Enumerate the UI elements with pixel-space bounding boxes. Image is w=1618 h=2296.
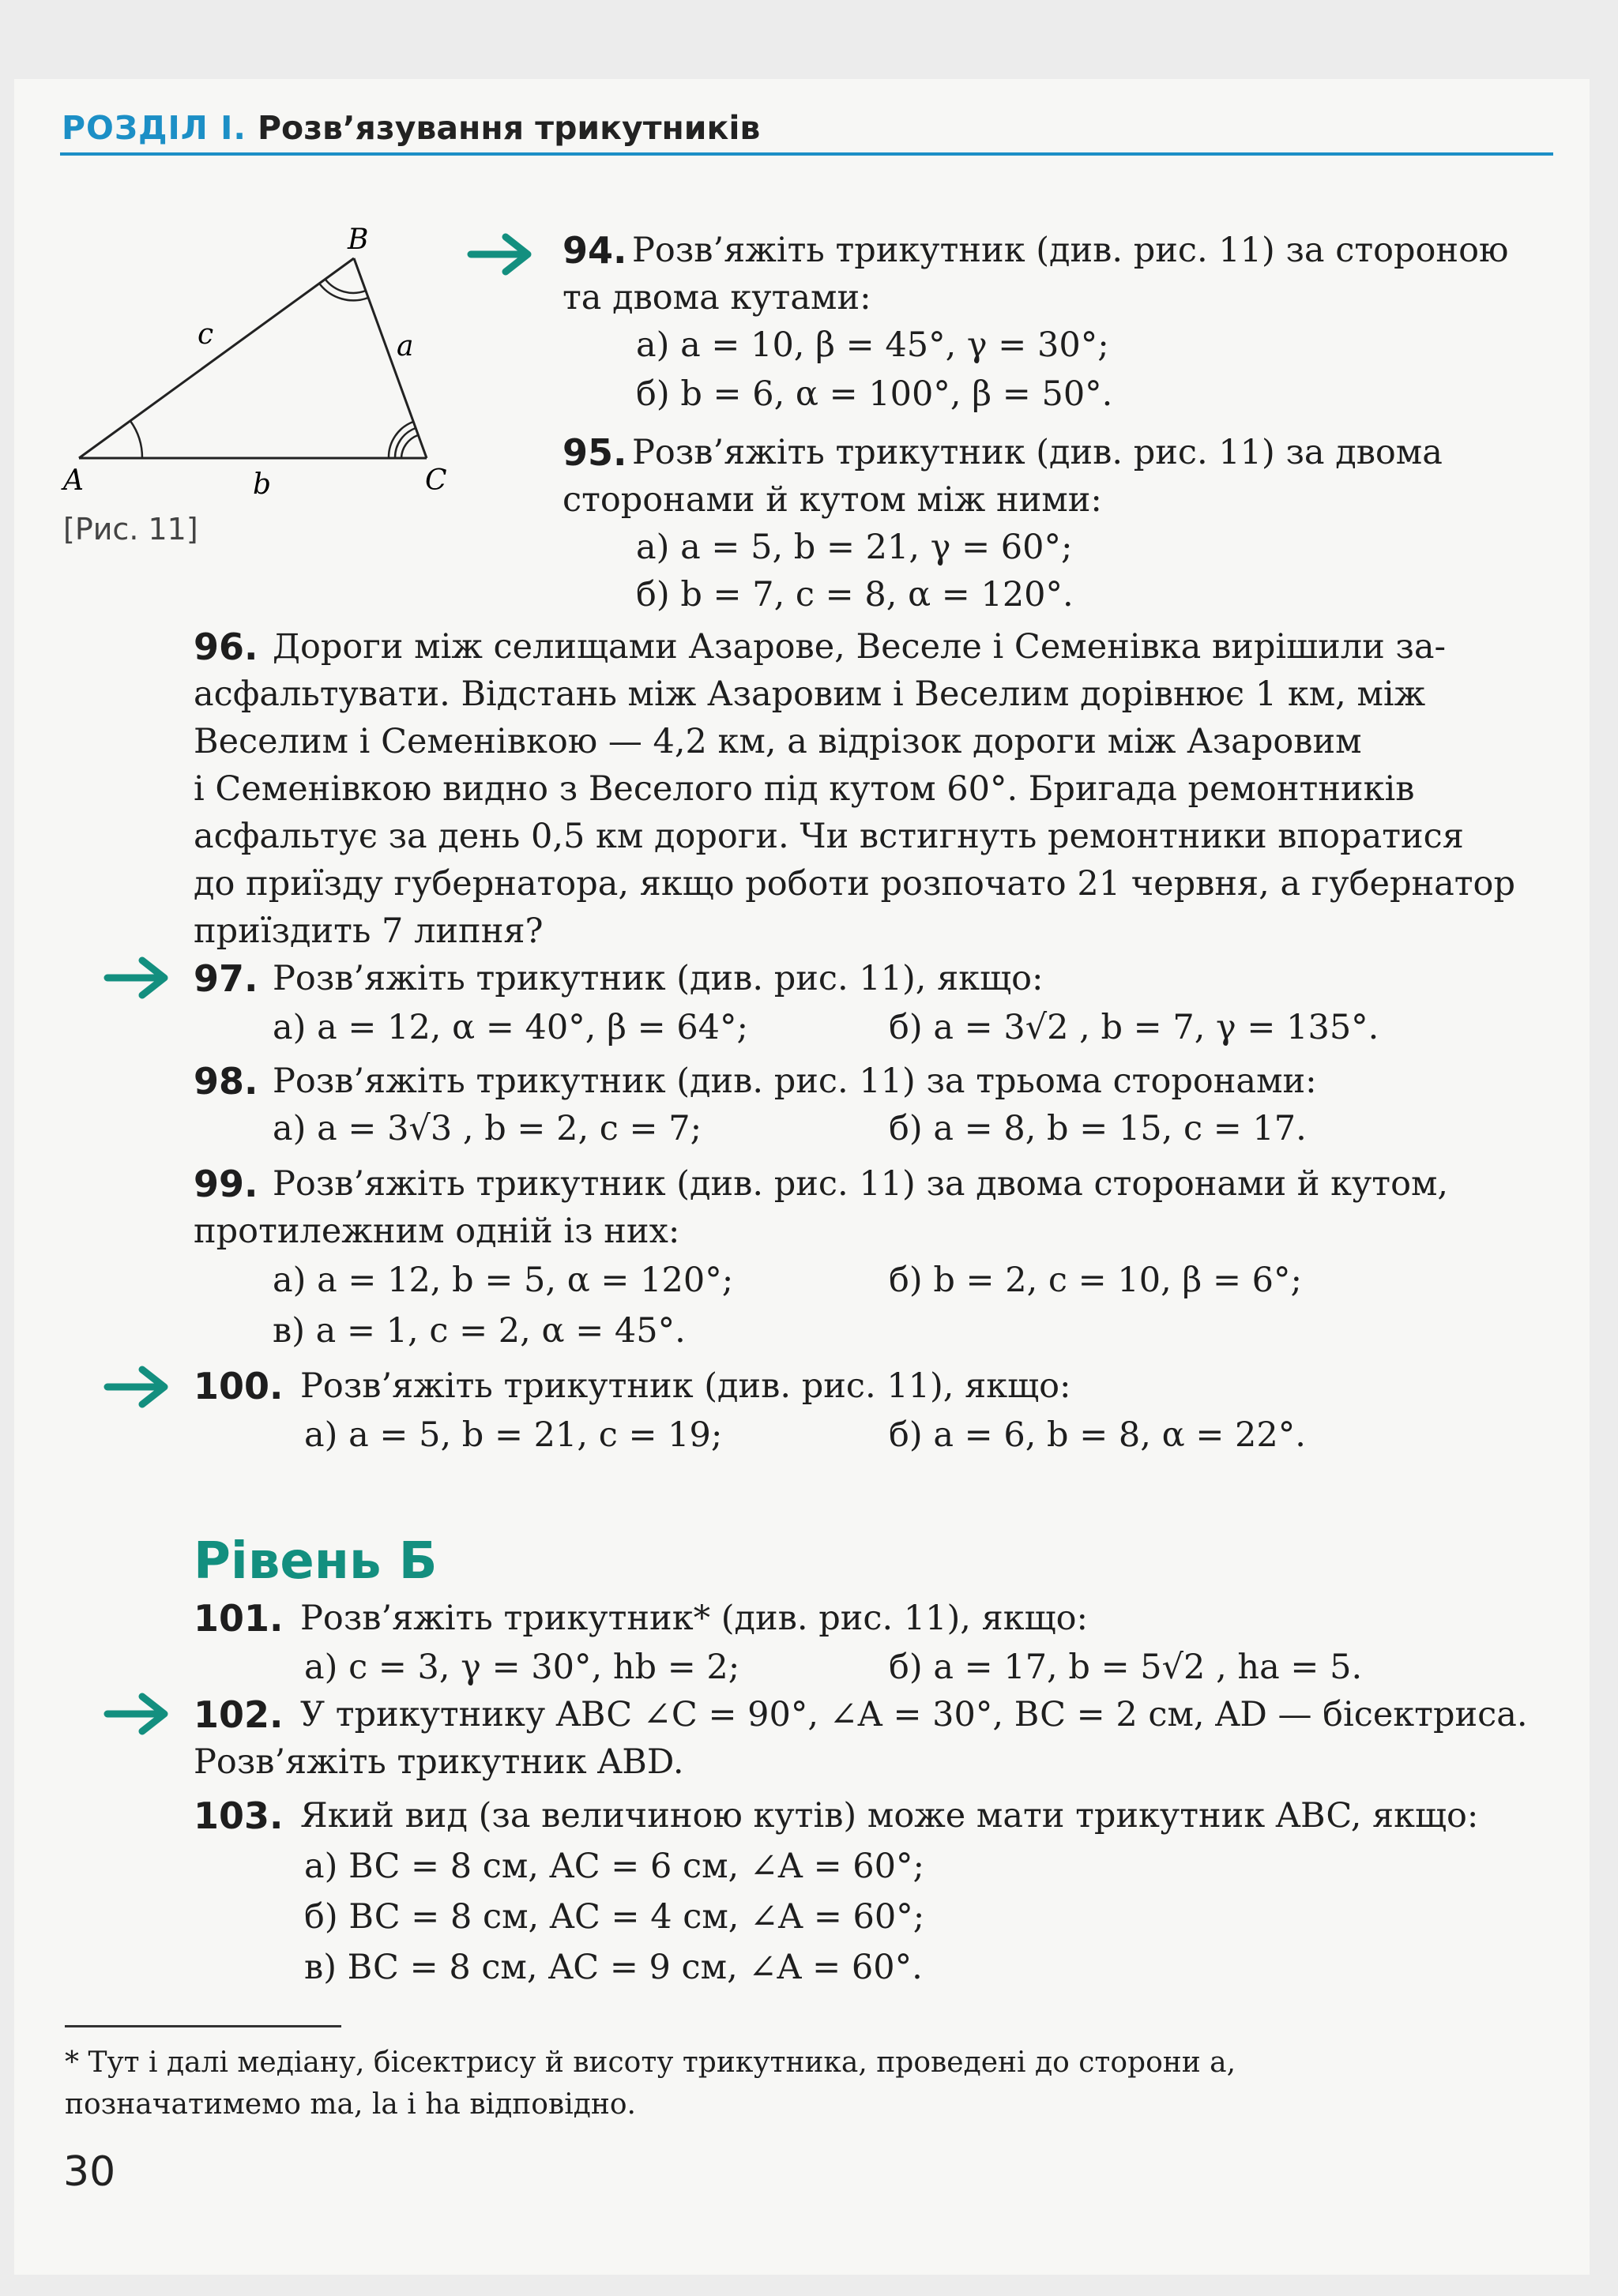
problem-text-line: Який вид (за величиною кутів) може мати трикутник ABC, якщо: [300,1796,1479,1836]
problem-text-line: Розв’яжіть трикутник (див. рис. 11) за двома сторонами й кутом, [273,1164,1449,1204]
vertex-a-label: A [63,464,84,497]
problem-option: а) c = 3, γ = 30°, hb = 2; [304,1648,740,1687]
problem-text-line: Дороги між селищами Азарове, Веселе і Семенівка вирішили за- [273,627,1447,667]
problem-option: а) BC = 8 см, AC = 6 см, ∠A = 60°; [304,1847,925,1886]
problem-text-line: Розв’яжіть трикутник (див. рис. 11), якщо: [300,1366,1071,1406]
arrow-right-icon [103,954,174,1001]
problem-text-line: У трикутнику ABC ∠C = 90°, ∠A = 30°, BC = 2 см, AD — бісектриса. [300,1695,1528,1734]
figure-caption: [Рис. 11] [63,512,198,547]
side-a-label: a [397,330,414,363]
footnote-line: позначатимемо ma, la і ha відповідно. [65,2088,636,2121]
problem-option: а) a = 12, α = 40°, β = 64°; [273,1008,749,1047]
side-b-label: b [253,468,272,501]
problem-number: 98. [194,1060,258,1103]
problem-number: 102. [194,1693,284,1736]
angle-a-arc [130,421,142,458]
level-heading: Рівень Б [194,1532,438,1591]
problem-text-line: асфальтує за день 0,5 км дороги. Чи встигнуть ремонтники впоратися [194,817,1464,856]
arrow-right-icon [103,1363,174,1411]
angle-b-arc-1 [325,280,366,293]
problem-option: б) a = 8, b = 15, c = 17. [889,1109,1307,1148]
problem-option: б) a = 6, b = 8, α = 22°. [889,1415,1306,1455]
problem-option: а) a = 10, β = 45°, γ = 30°; [636,325,1109,365]
problem-option: б) b = 6, α = 100°, β = 50°. [636,374,1113,414]
section-label: РОЗДІЛ І. [62,109,246,147]
footnote-line: * Тут і далі медіану, бісектрису й висоту трикутника, проведені до сторони a, [65,2046,1236,2079]
problem-option: в) a = 1, c = 2, α = 45°. [273,1311,686,1351]
problem-text-line: до приїзду губернатора, якщо роботи розпочато 21 червня, а губернатор [194,864,1515,904]
problem-option: б) b = 7, c = 8, α = 120°. [636,575,1074,614]
problem-text-line: Розв’яжіть трикутник (див. рис. 11), якщо: [273,959,1044,998]
problem-text-line: Розв’яжіть трикутник (див. рис. 11) за трьома сторонами: [273,1062,1317,1101]
problem-number: 99. [194,1163,258,1205]
problem-text-line: Веселим і Семенівкою — 4,2 км, а відрізок дороги між Азаровим [194,722,1362,761]
problem-number: 96. [194,626,258,668]
vertex-b-label: B [348,224,369,256]
side-c [79,258,354,458]
header-rule [60,152,1553,156]
side-a [354,258,427,458]
problem-number: 101. [194,1597,284,1640]
problem-number: 95. [563,431,627,474]
problem-option: а) a = 12, b = 5, α = 120°; [273,1261,734,1300]
problem-number: 100. [194,1365,284,1407]
footnote-rule [65,2025,341,2027]
problem-text-line: протилежним одній із них: [194,1212,680,1251]
page-number: 30 [63,2148,116,2196]
problem-text-line: Розв’яжіть трикутник (див. рис. 11) за двома [632,433,1443,472]
arrow-right-icon [466,231,537,278]
arrow-right-icon [103,1690,174,1738]
triangle-figure [47,221,490,505]
side-c-label: c [198,318,214,351]
problem-text-line: приїздить 7 липня? [194,911,544,951]
problem-text-line: асфальтувати. Відстань між Азаровим і Веселим дорівнює 1 км, між [194,675,1426,714]
problem-option: а) a = 5, b = 21, c = 19; [304,1415,723,1455]
problem-option: в) BC = 8 см, AC = 9 см, ∠A = 60°. [304,1948,923,1987]
problem-option: б) a = 17, b = 5√2 , ha = 5. [889,1648,1363,1687]
problem-text-line: Розв’яжіть трикутник* (див. рис. 11), якщо: [300,1599,1088,1638]
vertex-c-label: C [425,464,447,497]
problem-text-line: Розв’яжіть трикутник (див. рис. 11) за стороною [632,231,1509,270]
angle-c-arc-1 [401,435,418,458]
problem-option: а) a = 5, b = 21, γ = 60°; [636,528,1073,567]
problem-option: б) a = 3√2 , b = 7, γ = 135°. [889,1008,1379,1047]
problem-text-line: і Семенівкою видно з Веселого під кутом 60°. Бригада ремонтників [194,769,1415,809]
problem-option: б) BC = 8 см, AC = 4 см, ∠A = 60°; [304,1897,925,1937]
problem-number: 97. [194,957,258,1000]
problem-number: 94. [563,229,627,272]
problem-option: а) a = 3√3 , b = 2, c = 7; [273,1109,702,1148]
problem-number: 103. [194,1794,284,1837]
problem-text-line: сторонами й кутом між ними: [563,480,1102,520]
problem-text-line: Розв’яжіть трикутник ABD. [194,1742,684,1782]
section-title: Розв’язування трикутників [258,109,761,147]
problem-option: б) b = 2, c = 10, β = 6°; [889,1261,1302,1300]
problem-text-line: та двома кутами: [563,278,871,318]
